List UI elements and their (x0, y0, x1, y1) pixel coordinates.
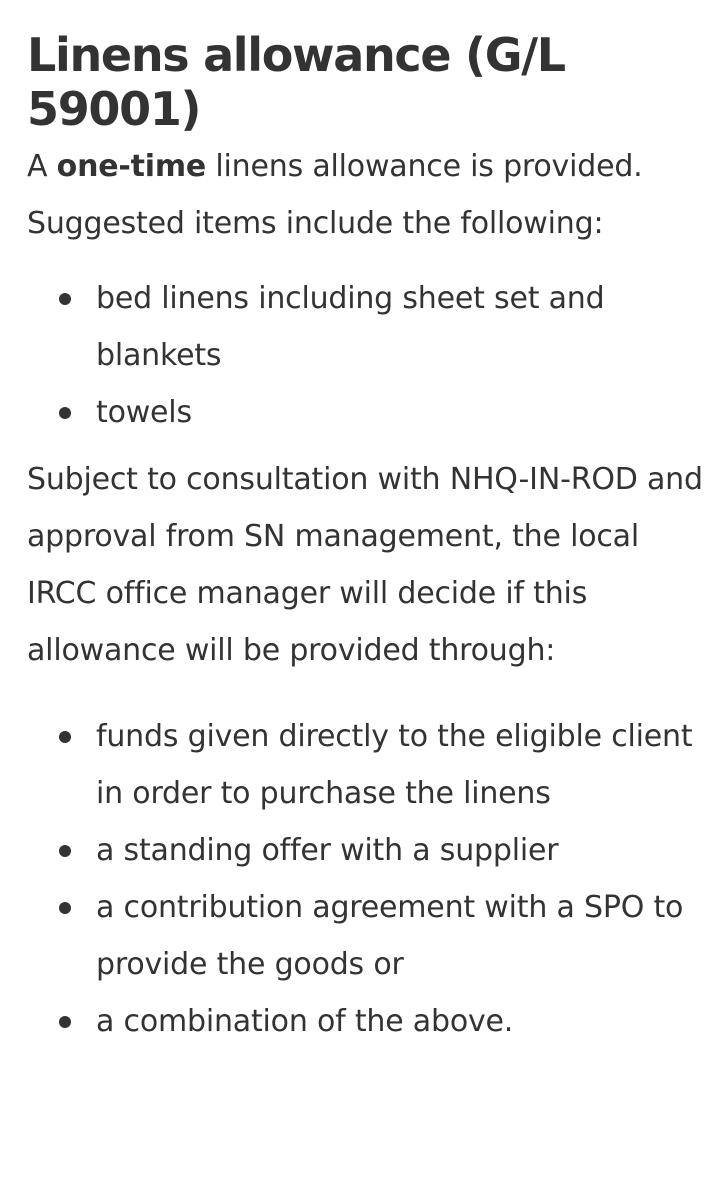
bullet-icon (59, 293, 71, 305)
list-item (96, 993, 707, 1050)
bullet-icon (59, 902, 71, 914)
suggested-items-list (27, 270, 707, 441)
intro-paragraph (27, 138, 707, 252)
list-item (96, 270, 707, 384)
list-item (96, 708, 707, 822)
page-title: Linens allowance (G/L 59001) (27, 28, 565, 136)
bullet-icon (59, 731, 71, 743)
list-item (96, 879, 707, 993)
bullet-icon (59, 407, 71, 419)
list-item-text: a combination of the above. (96, 1004, 514, 1039)
provision-options-list (27, 708, 707, 1050)
intro-prefix: A (27, 149, 57, 184)
list-item-text: funds given directly to the eligible client in order to purchase the linens (96, 719, 693, 811)
list-item-text: towels (96, 395, 192, 430)
bullet-icon (59, 1016, 71, 1028)
list-item (96, 822, 707, 879)
list-item-text: a standing offer with a supplier (96, 833, 559, 868)
intro-emphasis: one-time (56, 149, 207, 184)
list-item-text: bed linens including sheet set and blankets (96, 281, 605, 373)
list-item-text: a contribution agreement with a SPO to provide the goods or (96, 890, 684, 982)
decision-paragraph: Subject to consultation with NHQ-IN-ROD and approval from SN management, the local IRCC office manager will decide if this allowance will be provided through: (27, 462, 703, 668)
list-item (96, 384, 707, 441)
bullet-icon (59, 845, 71, 857)
document-page (27, 28, 707, 1050)
intro-suffix: linens allowance is provided. Suggested items include the following: (27, 149, 643, 241)
